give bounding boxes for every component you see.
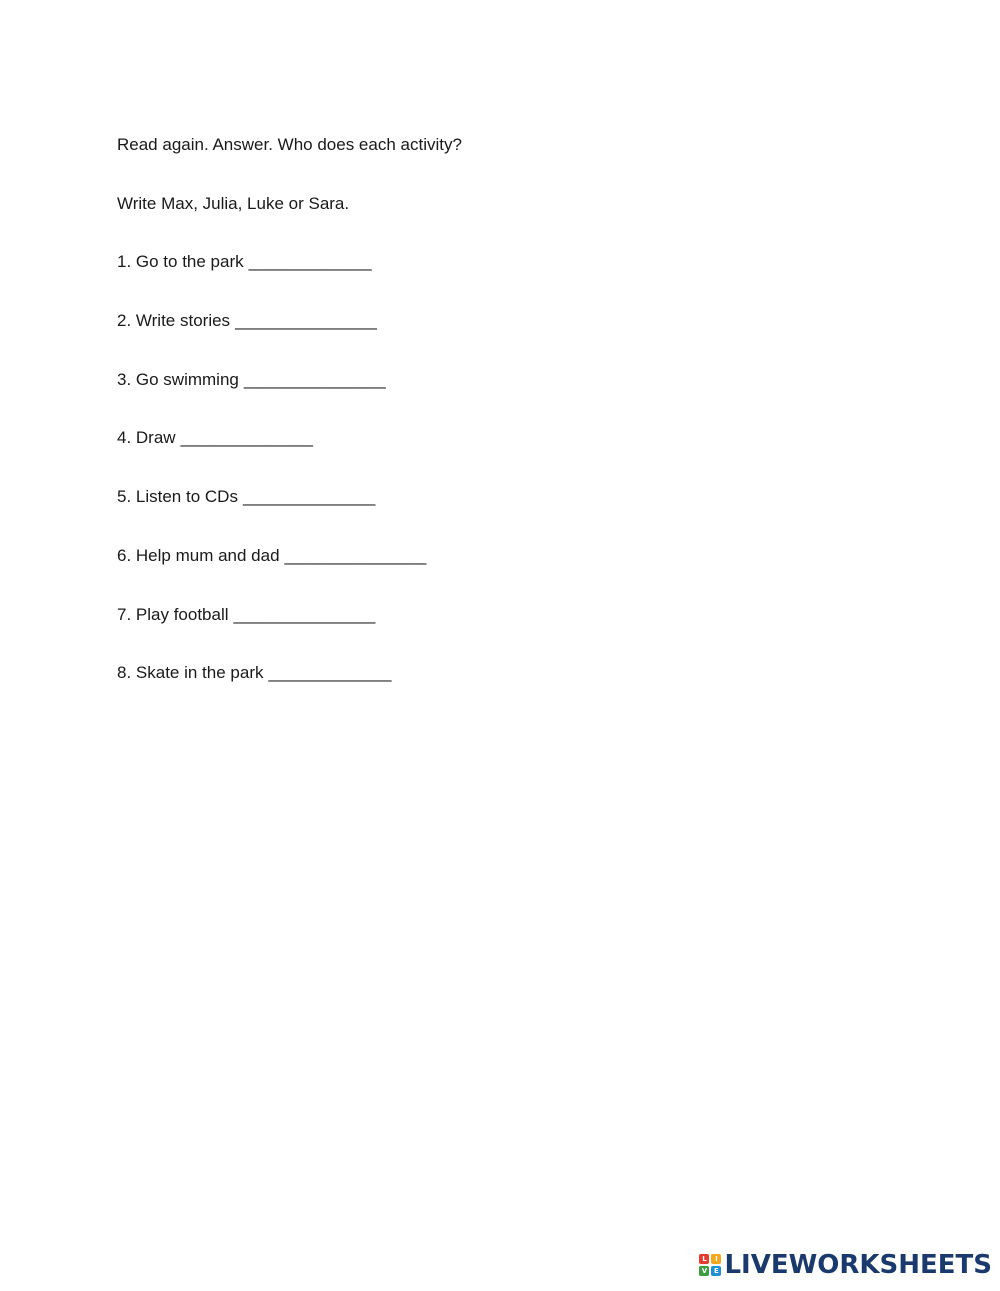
logo-text: LIVEWORKSHEETS: [724, 1250, 992, 1280]
question-text: 4. Draw: [117, 428, 176, 448]
question-text: 1. Go to the park: [117, 252, 244, 272]
answer-blank[interactable]: _______________: [233, 604, 376, 624]
question-item-5: [117, 485, 877, 509]
logo-blocks-icon: [699, 1254, 721, 1276]
question-item-3: [117, 368, 877, 392]
logo-block-i: I: [711, 1254, 721, 1264]
question-item-6: [117, 544, 877, 568]
logo-block-l: L: [699, 1254, 709, 1264]
logo-block-v: V: [699, 1266, 709, 1276]
question-item-4: [117, 426, 877, 450]
subinstruction-text: Write Max, Julia, Luke or Sara.: [117, 193, 350, 213]
answer-blank[interactable]: _______________: [284, 545, 427, 565]
question-item-7: [117, 603, 877, 627]
instruction-text: Read again. Answer. Who does each activity?: [117, 135, 462, 154]
question-text: 3. Go swimming: [117, 369, 239, 389]
answer-blank[interactable]: _____________: [268, 663, 392, 683]
logo-block-e: E: [711, 1266, 721, 1276]
question-text: 8. Skate in the park: [117, 663, 264, 683]
liveworksheets-logo: [699, 1252, 992, 1278]
worksheet: [117, 133, 877, 720]
question-item-1: [117, 250, 877, 274]
question-text: 7. Play football: [117, 604, 229, 624]
question-item-8: [117, 661, 877, 685]
question-text: 6. Help mum and dad: [117, 545, 280, 565]
answer-blank[interactable]: ______________: [242, 487, 376, 507]
question-text: 5. Listen to CDs: [117, 487, 238, 507]
answer-blank[interactable]: _______________: [235, 311, 377, 331]
question-text: 2. Write stories: [117, 311, 231, 331]
answer-blank[interactable]: _____________: [248, 252, 372, 272]
answer-blank[interactable]: ______________: [180, 428, 313, 448]
question-item-2: [117, 309, 877, 333]
answer-blank[interactable]: _______________: [243, 369, 386, 389]
